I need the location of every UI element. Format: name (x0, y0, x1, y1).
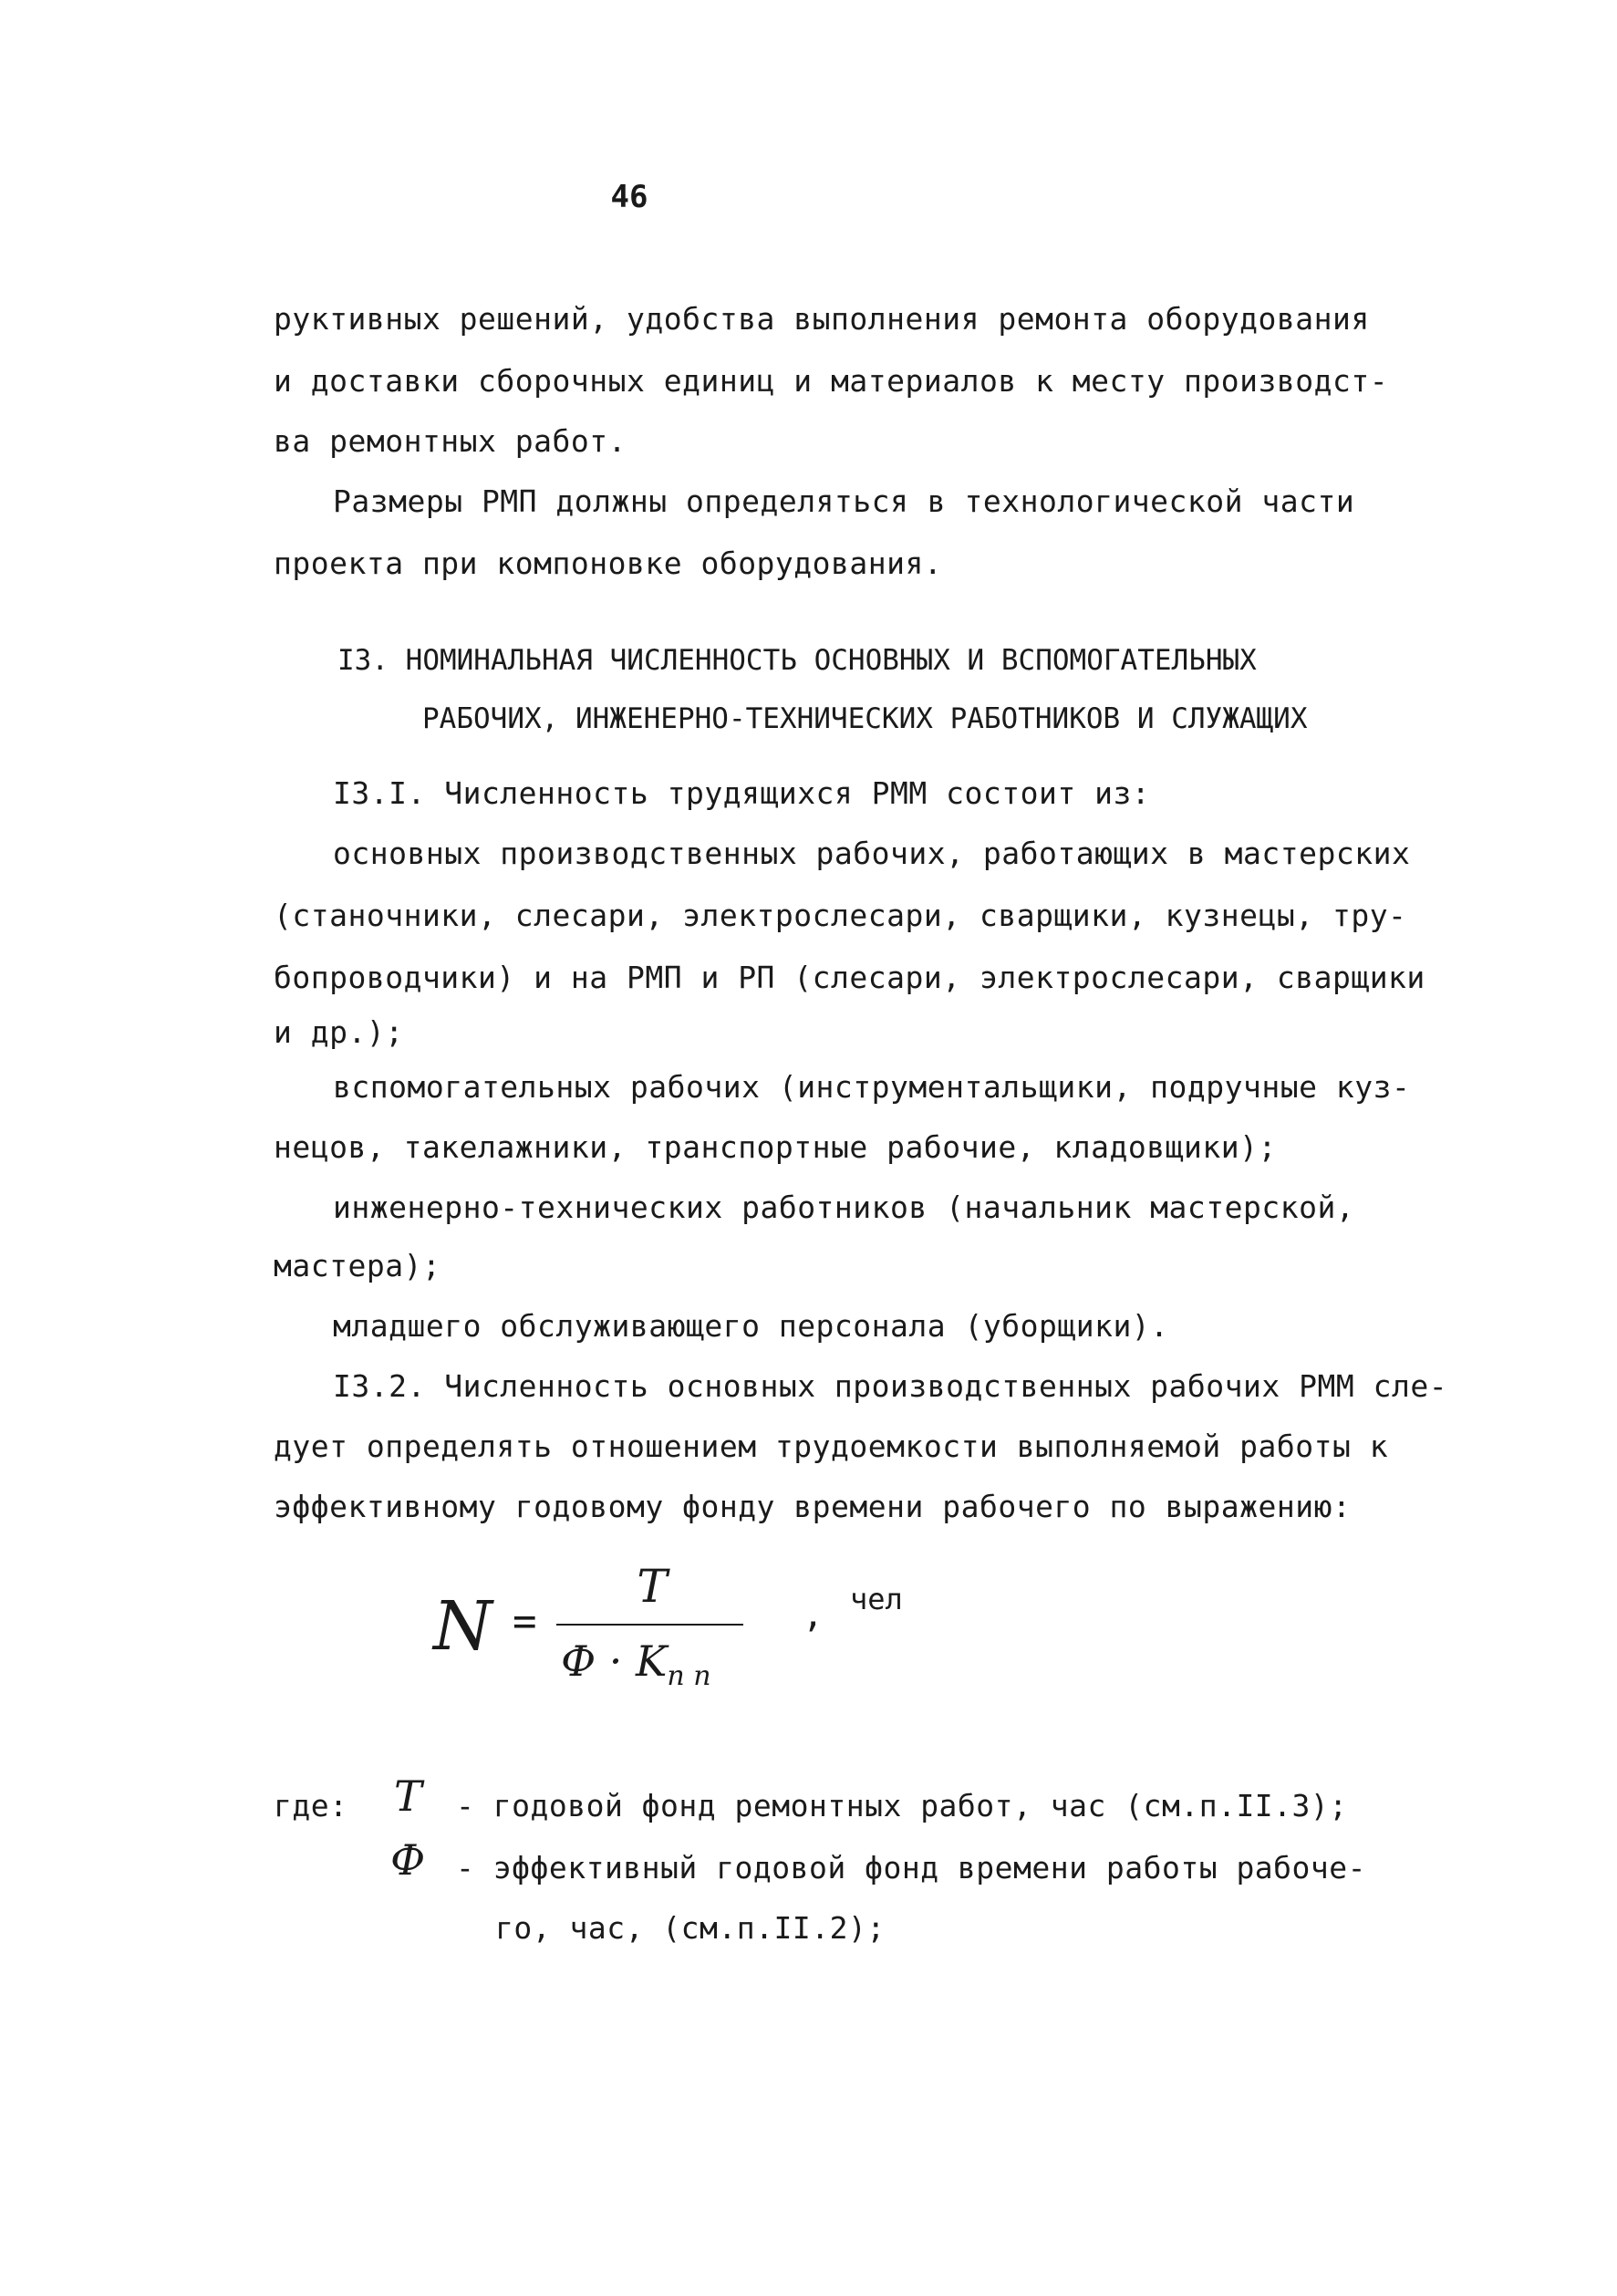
text-line: (станочники, слесари, электрослесари, сварщики, кузнецы, тру- (274, 898, 1407, 933)
text-line: эффективному годовому фонду времени рабочего по выражению: (274, 1489, 1352, 1524)
text-line: мастера); (274, 1248, 441, 1283)
denominator-subscript: п п (667, 1660, 711, 1692)
text-line: младшего обслуживающего персонала (уборщики). (333, 1308, 1169, 1344)
text-line: I3.2. Численность основных производственных рабочих РММ сле- (333, 1368, 1448, 1404)
text-line: ва ремонтных работ. (274, 423, 627, 459)
fraction-bar (556, 1624, 743, 1626)
formula-equals: = (513, 1598, 537, 1645)
where-symbol-f: Ф (390, 1835, 426, 1885)
text-line: руктивных решений, удобства выполнения ремонта оборудования (274, 301, 1370, 337)
text-line: Размеры РМП должны определяться в технологической части (333, 483, 1355, 519)
denominator-main: Ф · K (561, 1636, 668, 1686)
formula-unit: чел (850, 1582, 903, 1616)
section-heading: I3. НОМИНАЛЬНАЯ ЧИСЛЕННОСТЬ ОСНОВНЫХ И ВСПОМОГАТЕЛЬНЫХ (337, 644, 1257, 677)
text-line: и доставки сборочных единиц и материалов к месту производст- (274, 363, 1389, 399)
text-line: и др.); (274, 1014, 404, 1050)
text-line: бопроводчики) и на РМП и РП (слесари, электрослесари, сварщики (274, 960, 1425, 995)
text-line: I3.I. Численность трудящихся РММ состоит из: (333, 775, 1151, 811)
text-line: дует определять отношением трудоемкости выполняемой работы к (274, 1429, 1389, 1464)
text-line: вспомогательных рабочих (инструментальщики, подручные куз- (333, 1069, 1411, 1105)
where-definition-continued: го, час, (см.п.II.2); (495, 1910, 886, 1946)
formula-denominator (561, 1636, 711, 1692)
text-line: инженерно-технических работников (начальник мастерской, (333, 1190, 1355, 1225)
formula (429, 1560, 939, 1733)
text-line: нецов, такелажники, транспортные рабочие, кладовщики); (274, 1129, 1277, 1165)
formula-numerator: T (637, 1560, 668, 1613)
where-symbol-t: T (394, 1771, 422, 1821)
section-heading: РАБОЧИХ, ИНЖЕНЕРНО-ТЕХНИЧЕСКИХ РАБОТНИКОВ И СЛУЖАЩИХ (422, 702, 1308, 735)
where-definition: - годовой фонд ремонтных работ, час (см.п.II.3); (456, 1788, 1348, 1823)
formula-comma: , (803, 1595, 824, 1635)
text-line: проекта при компоновке оборудования. (274, 545, 943, 581)
text-line: основных производственных рабочих, работающих в мастерских (333, 836, 1411, 871)
page-number: 46 (610, 179, 648, 215)
where-label: где: (274, 1788, 348, 1823)
where-definition: - эффективный годовой фонд времени работы рабоче- (456, 1850, 1367, 1886)
formula-lhs: N (433, 1587, 492, 1666)
